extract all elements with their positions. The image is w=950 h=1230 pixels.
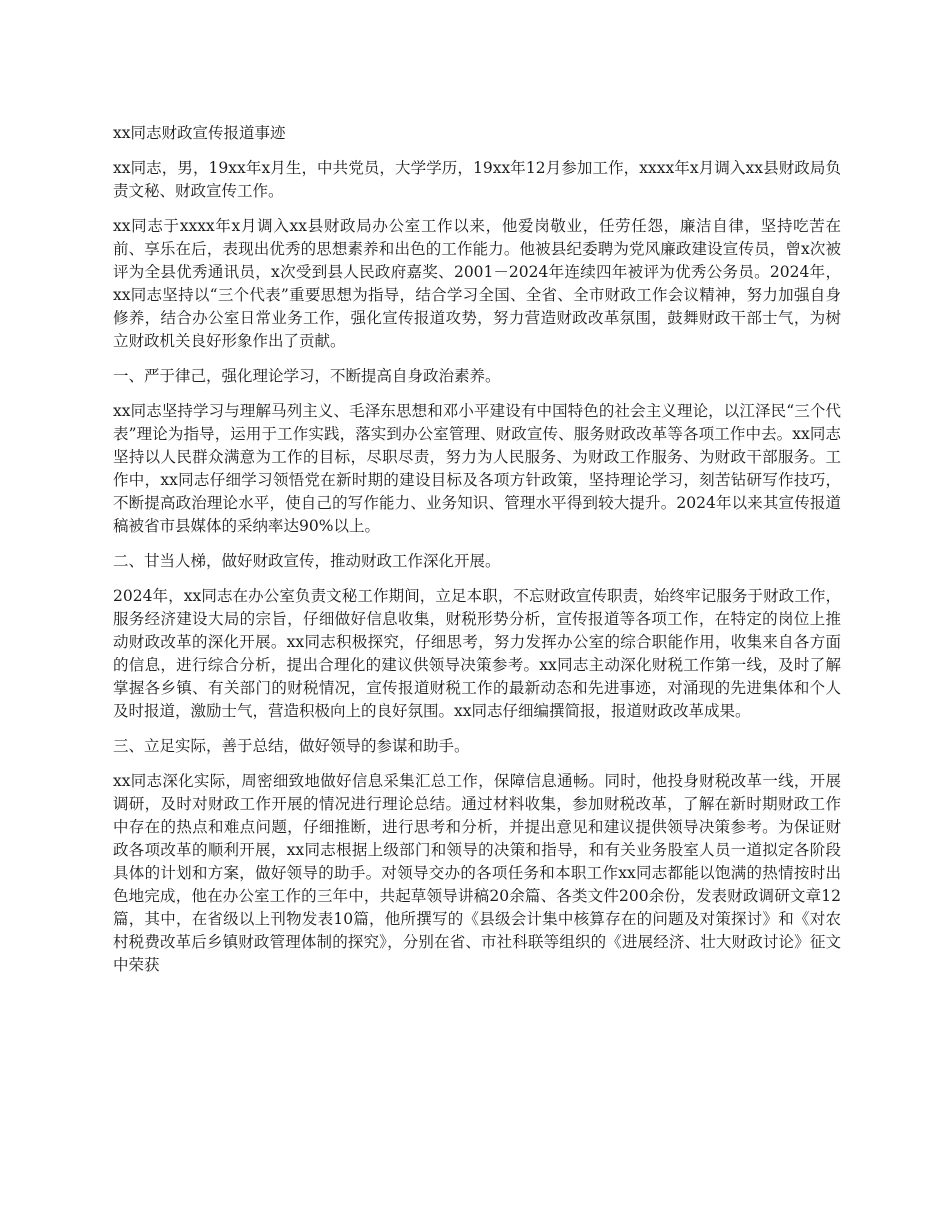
paragraph-summary: xx同志于xxxx年x月调入xx县财政局办公室工作以来，他爱岗敬业，任劳任怨，廉洁自律，坚持吃苦在前、享乐在后，表现出优秀的思想素养和出色的工作能力。他被县纪委聘为党风廉政建设宣传员，曾x次被评为全县优秀通讯员，x次受到县人民政府嘉奖、2001－2024年连续四年被评为优秀公务员。2024年，xx同志坚持以“三个代表”重要思想为指导，结合学习全国、全省、全市财政工作会议精神，努力加强自身修养，结合办公室日常业务工作，强化宣传报道攻势，努力营造财政改革氛围，鼓舞财政干部士气，为树立财政机关良好形象作出了贡献。 — [113, 217, 841, 350]
paragraph-section-3: xx同志深化实际，周密细致地做好信息采集汇总工作，保障信息通畅。同时，他投身财税改革一线，开展调研，及时对财政工作开展的情况进行理论总结。通过材料收集，参加财税改革，了解在新时期财政工作中存在的热点和难点问题，仔细推断，进行思考和分析，并提出意见和建议提供领导决策参考。为保证财政各项改革的顺利开展，xx同志根据上级部门和领导的决策和指导，和有关业务股室人员一道拟定各阶段具体的计划和方案，做好领导的助手。对领导交办的各项任务和本职工作xx同志都能以饱满的热情按时出色地完成，他在办公室工作的三年中，共起草领导讲稿20余篇、各类文件200余份，发表财政调研文章12篇，其中，在省级以上刊物发表10篇，他所撰写的《县级会计集中核算存在的问题及对策探讨》和《对农村税费改革后乡镇财政管理体制的探究》，分别在省、市社科联等组织的《进展经济、壮大财政讨论》征文中荣获 — [113, 772, 841, 974]
document-page — [113, 122, 841, 989]
paragraph-section-2: 2024年，xx同志在办公室负责文秘工作期间，立足本职，不忘财政宣传职责，始终牢记服务于财政工作，服务经济建设大局的宗旨，仔细做好信息收集，财税形势分析，宣传报道等各项工作，在特定的岗位上推动财政改革的深化开展。xx同志积极探究，仔细思考，努力发挥办公室的综合职能作用，收集来自各方面的信息，进行综合分析，提出合理化的建议供领导决策参考。xx同志主动深化财税工作第一线，及时了解掌握各乡镇、有关部门的财税情况，宣传报道财税工作的最新动态和先进事迹，对涌现的先进集体和个人及时报道，激励士气，营造积极向上的良好氛围。xx同志仔细编撰简报，报道财政改革成果。 — [113, 587, 841, 720]
paragraph-section-1: xx同志坚持学习与理解马列主义、毛泽东思想和邓小平建设有中国特色的社会主义理论，以江泽民“三个代表”理论为指导，运用于工作实践，落实到办公室管理、财政宣传、服务财政改革等各项工作中去。xx同志坚持以人民群众满意为工作的目标，尽职尽责，努力为人民服务、为财政工作服务、为财政干部服务。工作中，xx同志仔细学习领悟党在新时期的建设目标及各项方针政策，坚持理论学习，刻苦钻研写作技巧，不断提高政治理论水平，使自己的写作能力、业务知识、管理水平得到较大提升。2024年以来其宣传报道稿被省市县媒体的采纳率达90%以上。 — [113, 402, 841, 535]
section-heading-1: 一、严于律己，强化理论学习，不断提高自身政治素养。 — [113, 367, 501, 385]
paragraph-intro: xx同志，男，19xx年x月生，中共党员，大学学历，19xx年12月参加工作，xxxx年x月调入xx县财政局负责文秘、财政宣传工作。 — [113, 159, 841, 200]
document-title: xx同志财政宣传报道事迹 — [113, 124, 286, 142]
section-heading-3: 三、立足实际，善于总结，做好领导的参谋和助手。 — [113, 737, 470, 755]
section-heading-2: 二、甘当人梯，做好财政宣传，推动财政工作深化开展。 — [113, 552, 501, 570]
